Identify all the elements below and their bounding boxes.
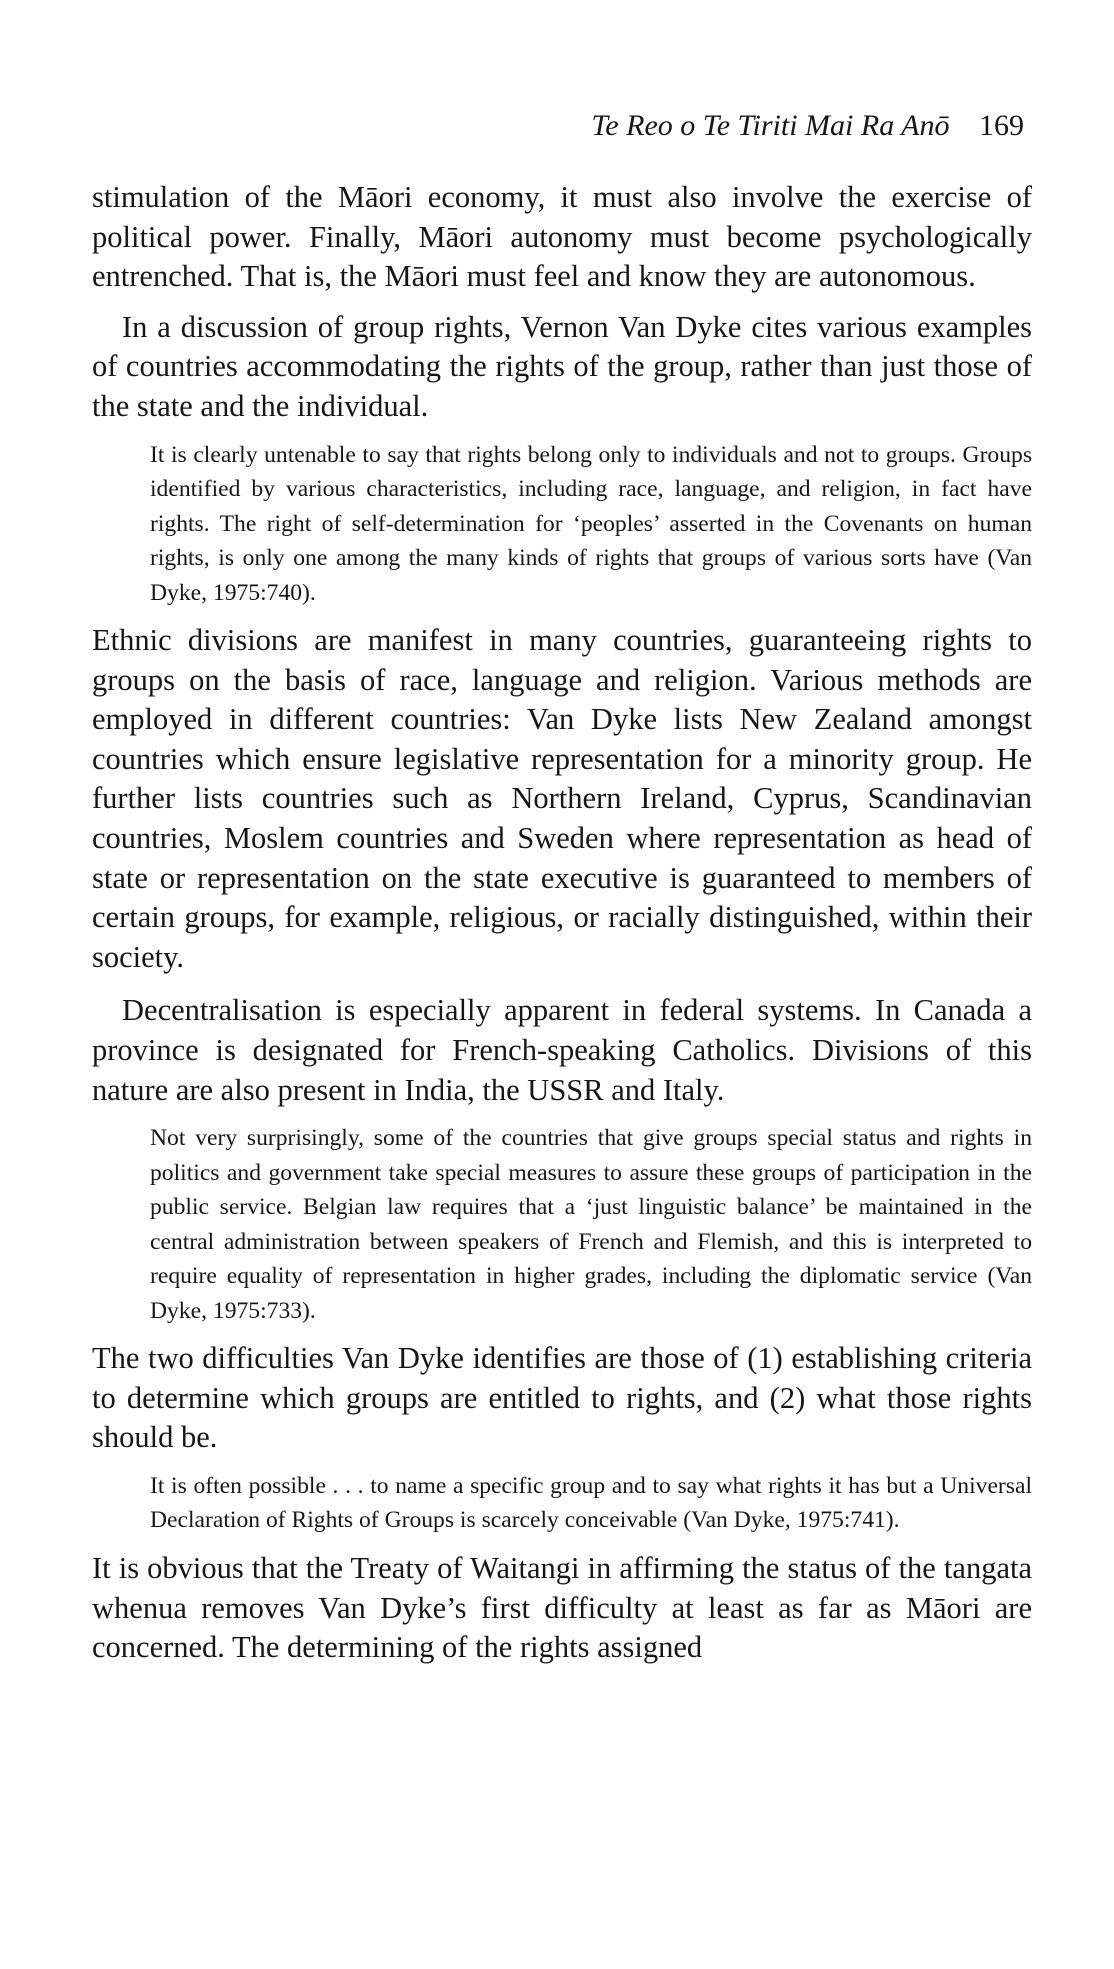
running-head: [591, 108, 1024, 144]
paragraph-treaty-of-waitangi: It is obvious that the Treaty of Waitangi in affirming the status of the tangata whenua removes Van Dyke’s first difficulty at least as far as Māori are concerned. The determining of the rights assigned: [92, 1550, 1032, 1665]
block-quote-rights: It is clearly untenable to say that rights belong only to individuals and not to groups. Groups identified by various characteristics, including race, language, and religion, in fact have rights. The right of self-determination for ‘peoples’ asserted in the Covenants on human rights, is only one among the many kinds of rights that groups of various sorts have (Van Dyke, 1975:740).: [150, 441, 1032, 606]
paragraph-two-difficulties: The two difficulties Van Dyke identifies are those of (1) establishing criteria to determine which groups are entitled to rights, and (2) what those rights should be.: [92, 1341, 1032, 1455]
block-quote-public-service: Not very surprisingly, some of the countries that give groups special status and rights in politics and government take special measures to assure these groups of participation in the public service. Belgian law requires that a ‘just linguistic balance’ be maintained in the central administration between speakers of French and Flemish, and this is interpreted to require equality of representation in higher grades, including the diplomatic service (Van Dyke, 1975:733).: [150, 1125, 1032, 1324]
running-title: Te Reo o Te Tiriti Mai Ra Anō: [591, 109, 950, 142]
body-text: [92, 178, 1032, 1668]
block-quote-universal-declaration: It is often possible . . . to name a specific group and to say what rights it has but a Universal Declaration of Rights of Groups is scarcely conceivable (Van Dyke, 1975:741).: [150, 1472, 1032, 1534]
page-number: 169: [979, 109, 1024, 142]
paragraph-group-rights: In a discussion of group rights, Vernon Van Dyke cites various examples of countries accommodating the rights of the group, rather than just those of the state and the individual.: [92, 309, 1032, 423]
paragraph-continuation: stimulation of the Māori economy, it must also involve the exercise of political power. Finally, Māori autonomy must become psychologically entrenched. That is, the Māori must feel and know they are autonomous.: [92, 180, 1032, 294]
paragraph-ethnic-divisions: Ethnic divisions are manifest in many countries, guaranteeing rights to groups on the basis of race, language and religion. Various methods are employed in different countries: Van Dyke lists New Zealand amongst countries which ensure legislative representation for a minority group. He further lists countries such as Northern Ireland, Cyprus, Scandinavian countries, Moslem countries and Sweden where representation as head of state or representation on the state executive is guaranteed to members of certain groups, for example, religious, or racially distinguished, within their society.: [92, 623, 1032, 974]
paragraph-decentralisation: Decentralisation is especially apparent in federal systems. In Canada a province is designated for French-speaking Catholics. Divisions of this nature are also present in India, the USSR and Italy.: [92, 993, 1032, 1107]
